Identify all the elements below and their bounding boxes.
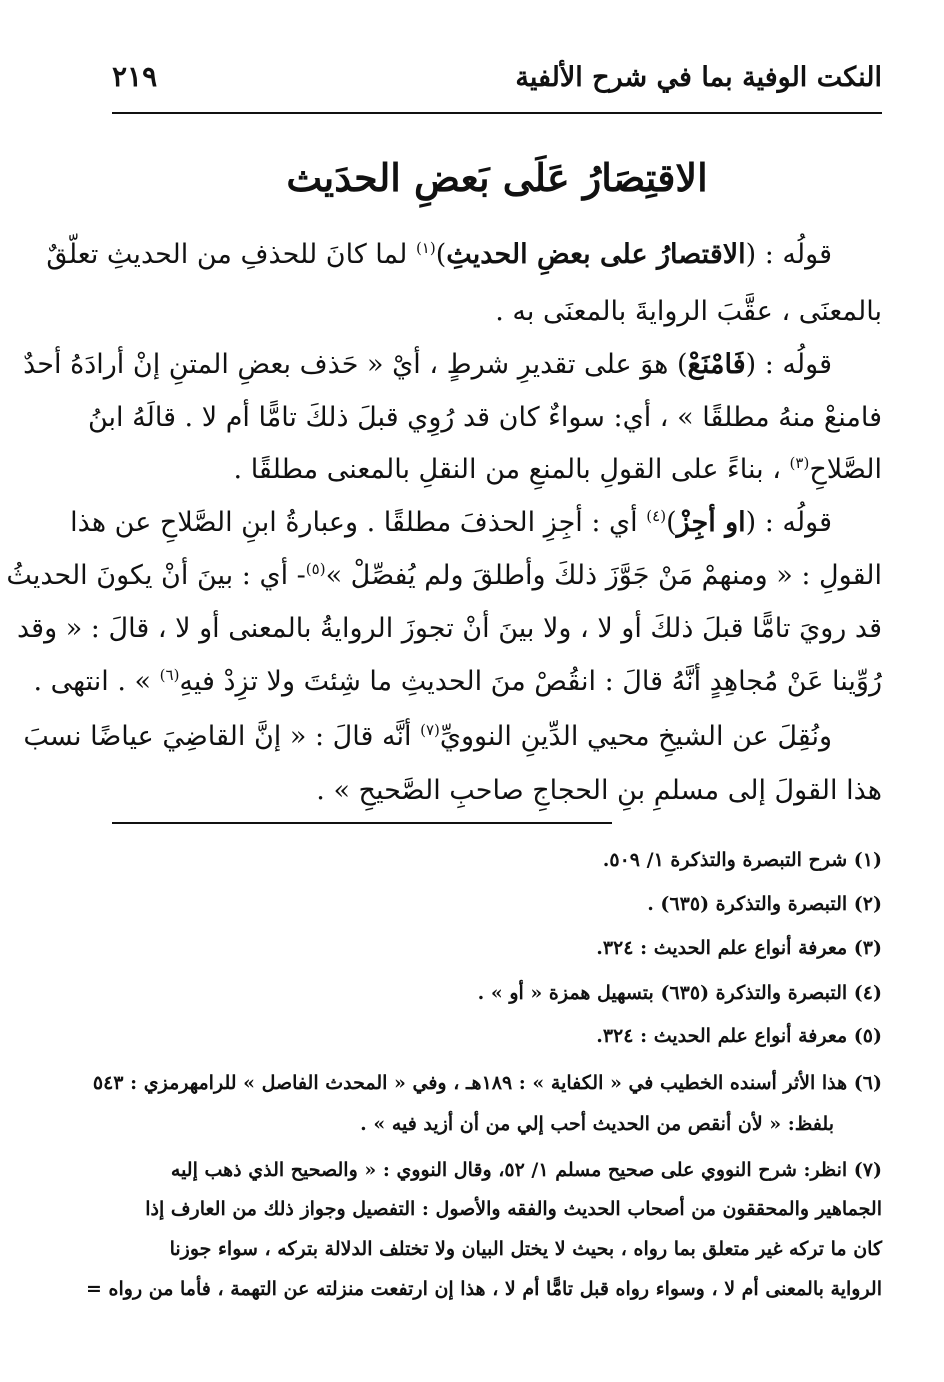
footnote-7-line-4: الرواية بالمعنى أم لا ، وسواء رواه قبل تامًّا أم لا ، هذا إن ارتفعت منزلته عن التهمة ، فأما من رواه = [86,1278,882,1300]
body-text: لما كانَ للحذفِ من الحديثِ تعلّقٌ [46,239,416,270]
footnote-3: (٣) معرفة أنواع علم الحديث : ٣٢٤. [596,937,882,959]
body-text: هوَ على تقديرِ شرطٍ ، أيْ « حَذف بعضِ المتنِ إنْ أرادَهُ أحدٌ [23,349,677,380]
footnote-7-line-3: كان ما تركه غير متعلق بما رواه ، بحيث لا يختل البيان ولا تختلف الدلالة بتركه ، سواء جوزنا [169,1238,882,1260]
footnote-separator [112,822,612,824]
footnote-7: (٧) انظر: شرح النووي على صحيح مسلم ١/ ٥٢، وقال النووي : « والصحيح الذي ذهب إليه [170,1159,882,1181]
footnote-ref: (٤) [646,507,667,525]
body-line-9 [33,662,882,702]
footnote-6: (٦) هذا الأثر أسنده الخطيب في « الكفاية » : ١٨٩هـ ، وفي « المحدث الفاصل » للرامهرمزي : ٥٤٣ [92,1072,882,1094]
footnote-6-continued: بلفظ: « لأن أنقص من الحديث أحب إلي من أن أزيد فيه » . [360,1113,834,1135]
footnote-ref: (١) [415,239,436,257]
body-line-11 [112,771,882,811]
body-text: ) [435,239,447,270]
body-line-2 [112,292,882,332]
body-text: - أي : بينَ أنْ يكونَ الحديثُ [6,560,306,591]
body-text: قولُه : ( [745,239,832,270]
page-number: ٢١٩ [112,60,158,93]
footnote-1: (١) شرح التبصرة والتذكرة ١/ ٥٠٩. [602,849,882,871]
body-text: قولُه : ( [745,349,832,380]
body-line-1 [46,235,832,275]
quoted-term: الاقتصارُ على بعضِ الحديثِ [446,239,746,270]
footnote-2: (٢) التبصرة والتذكرة (٦٣٥) . [647,893,882,915]
footnote-4: (٤) التبصرة والتذكرة (٦٣٥) بتسهيل همزة « أو » . [477,982,882,1004]
footnote-ref: (٧) [420,721,440,739]
footnote-5: (٥) معرفة أنواع علم الحديث : ٣٢٤. [596,1025,882,1047]
section-heading: الاقتِصَارُ عَلَى بَعضِ الحدَيث [286,155,708,200]
running-header-title: النكت الوفية بما في شرح الألفية [515,62,882,93]
body-text: قولُه : ( [745,507,832,538]
body-text: ، بناءً على القولِ بالمنعِ من النقلِ بالمعنى مطلقًا . [233,454,790,485]
body-text: بالمعنَى ، عقَّبَ الروايةَ بالمعنَى به . [495,296,882,327]
body-line-5 [112,450,882,490]
body-text: » . انتهى . [33,666,160,697]
body-line-8 [17,609,882,649]
footnote-ref: (٣) [789,454,810,472]
body-line-4 [87,398,882,438]
footnote-ref: (٦) [159,666,180,684]
body-text: الصَّلاحِ [809,454,882,485]
body-text: هذا القولَ إلى مسلمِ بنِ الحجاجِ صاحبِ الصَّحيحِ » . [316,775,882,806]
body-line-3 [23,345,832,385]
quoted-term: فَامْنَعْ [687,349,746,380]
body-text: أنَّه قالَ : « إنَّ القاضِيَ عياضًا نسبَ [23,721,421,752]
body-text: ونُقِلَ عن الشيخِ محيي الدِّينِ النوويِّ [439,721,832,752]
quoted-term: او أجِزْ [676,507,746,538]
body-text: أي : أجِزِ الحذفَ مطلقًا . وعبارةُ ابنِ الصَّلاحِ عن هذا [70,507,647,538]
body-text: رُوِّينا عَنْ مُجاهِدٍ أنَّهُ قالَ : انقُصْ منَ الحديثِ ما شِئتَ ولا تزِدْ فيهِ [179,666,882,697]
body-line-7 [6,556,882,596]
body-text: ) [666,507,677,538]
body-text: فامنعْ منهُ مطلقًا » ، أي: سواءٌ كان قد رُوِي قبلَ ذلكَ تامًّا أم لا . قالَهُ ابنُ [87,402,882,433]
body-line-10 [23,717,832,757]
body-text: ) [676,349,688,380]
body-text: القولِ : « ومنهمْ مَنْ جَوَّزَ ذلكَ وأطلقَ ولم يُفصِّلْ » [325,560,882,591]
header-rule [112,112,882,114]
footnote-7-line-2: الجماهير والمحققون من أصحاب الحديث والفقه والأصول : التفصيل وجواز ذلك من العارف إذا [145,1198,882,1220]
body-line-6 [70,503,832,543]
body-text: قد رويَ تامًّا قبلَ ذلكَ أو لا ، ولا بينَ أنْ تجوزَ الروايةُ بالمعنى أو لا ، قالَ : « وقد [17,613,882,644]
footnote-ref: (٥) [305,560,326,578]
